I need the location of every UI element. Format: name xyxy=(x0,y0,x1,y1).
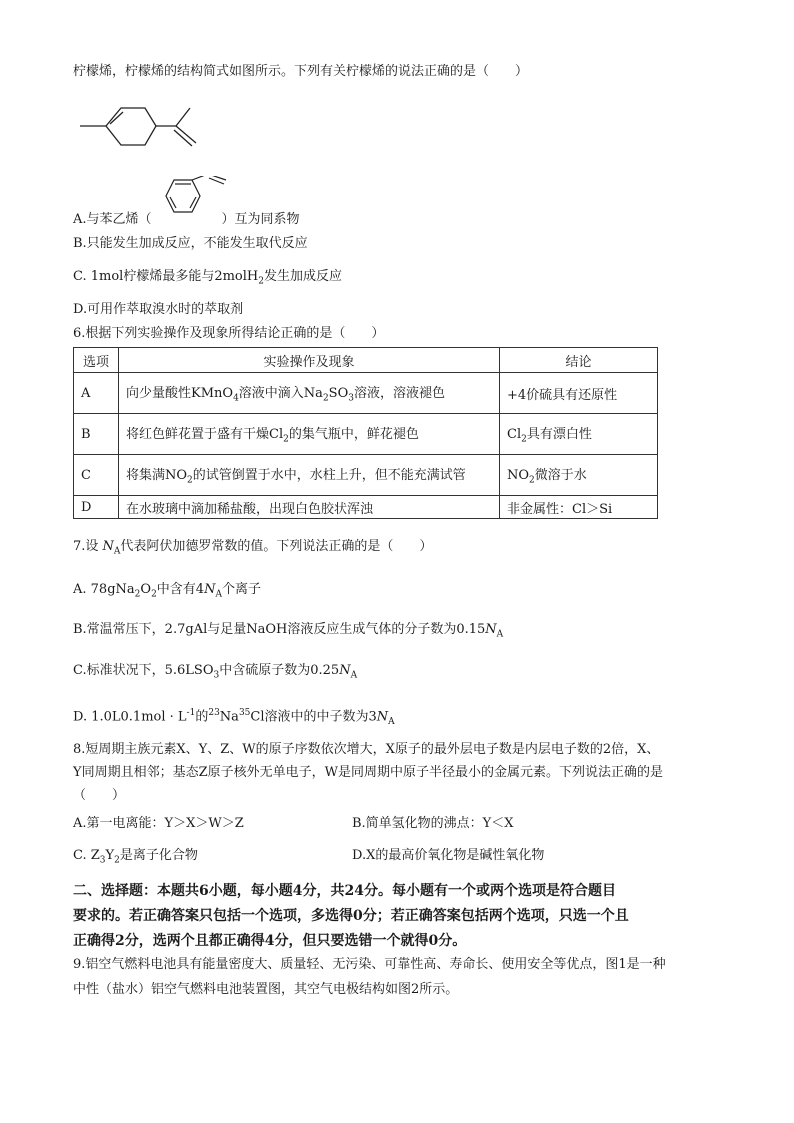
q8-stem-line1: 8.短周期主族元素X、Y、Z、W的原子序数依次增大，X原子的最外层电子数是内层电子数的2倍，X、 xyxy=(73,742,660,757)
q7-option-c[interactable]: C.标准状况下，$5.6LSO_3$中含硫原子数为$0.25N_A$ xyxy=(73,663,358,681)
table-row xyxy=(74,455,658,496)
row-operation: 将集满$NO_2$的试管倒置于水中，水柱上升，但不能充满试管 xyxy=(119,455,500,496)
q6-stem: 6.根据下列实验操作及现象所得结论正确的是（ ） xyxy=(73,326,385,341)
q7-option-b[interactable]: B.常温常压下，2.7gAl与足量NaOH溶液反应生成气体的分子数为$0.15N_A$ xyxy=(73,622,504,640)
q8-stem-line2: Y同周期且相邻；基态Z原子核外无单电子，W是同周期中原子半径最小的金属元素。下列说法正确的是 xyxy=(73,765,663,780)
q9-line2: 中性（盐水）铝空气燃料电池装置图，其空气电极结构如图2所示。 xyxy=(73,982,459,997)
row-option-label: C xyxy=(74,455,119,496)
q8-option-a[interactable]: A.第一电离能：Y＞X＞W＞Z xyxy=(73,816,244,831)
row-conclusion: +4价硫具有还原性 xyxy=(500,373,658,414)
row-operation: 将红色鲜花置于盛有干燥$Cl_2$的集气瓶中，鲜花褪色 xyxy=(119,414,500,455)
row-conclusion: $Cl_2$具有漂白性 xyxy=(500,414,658,455)
section2-line2: 要求的。若正确答案只包括一个选项，多选得0分；若正确答案包括两个选项，只选一个且 xyxy=(73,908,629,924)
q8-option-c[interactable]: C. $Z_3Y_2$是离子化合物 xyxy=(73,848,198,866)
header-option: 选项 xyxy=(74,348,119,373)
q7-option-a[interactable]: A. $78gNa_2O_2$中含有$4N_A$个离子 xyxy=(73,582,261,600)
table-row xyxy=(74,414,658,455)
q9-line1: 9.铝空气燃料电池具有能量密度大、质量轻、无污染、可靠性高、寿命长、使用安全等优点，图1是一种 xyxy=(73,957,666,972)
row-conclusion: 非金属性：Cl＞Si xyxy=(500,496,658,519)
q8-stem-line3: （ ） xyxy=(73,788,126,803)
row-operation: 在水玻璃中滴加稀盐酸，出现白色胶状浑浊 xyxy=(119,496,500,519)
q5-option-b[interactable]: B.只能发生加成反应，不能发生取代反应 xyxy=(73,236,308,251)
row-conclusion: $NO_2$微溶于水 xyxy=(500,455,658,496)
table-header-row xyxy=(74,348,658,373)
row-option-label: B xyxy=(74,414,119,455)
limonene-structure xyxy=(78,103,208,158)
q8-option-d[interactable]: D.X的最高价氧化物是碱性氧化物 xyxy=(352,848,545,863)
header-conclusion: 结论 xyxy=(500,348,658,373)
experiment-table xyxy=(73,347,658,519)
row-option-label: D xyxy=(74,496,119,519)
table-row xyxy=(74,496,658,519)
q7-stem: 7.设 $N_A$代表阿伏加德罗常数的值。下列说法正确的是（ ） xyxy=(73,539,433,557)
header-operation: 实验操作及现象 xyxy=(119,348,500,373)
q5-stem: 柠檬烯，柠檬烯的结构简式如图所示。下列有关柠檬烯的说法正确的是（ ） xyxy=(73,64,529,79)
q5-option-a[interactable]: A.与苯乙烯（ ）互为同系物 xyxy=(73,212,300,227)
q5-option-c[interactable]: C. 1mol柠檬烯最多能与2molH$_2$发生加成反应 xyxy=(73,269,343,287)
q8-option-b[interactable]: B.简单氢化物的沸点：Y＜X xyxy=(352,816,514,831)
row-option-label: A xyxy=(74,373,119,414)
table-row xyxy=(74,373,658,414)
q7-option-d[interactable]: D. $1.0L0.1mol \cdot L^{-1}$的$^{23}$Na$^{35}$Cl溶液中的中子数为$3N_A$ xyxy=(73,708,395,727)
section2-line1: 二、选择题：本题共6小题，每小题4分，共24分。每小题有一个或两个选项是符合题目 xyxy=(73,883,616,899)
row-operation: 向少量酸性KMnO$_4$溶液中滴入$Na_2SO_3$溶液，溶液褪色 xyxy=(119,373,500,414)
q5-option-d[interactable]: D.可用作萃取溴水时的萃取剂 xyxy=(73,302,244,317)
section2-line3: 正确得2分，选两个且都正确得4分，但只要选错一个就得0分。 xyxy=(73,933,467,949)
